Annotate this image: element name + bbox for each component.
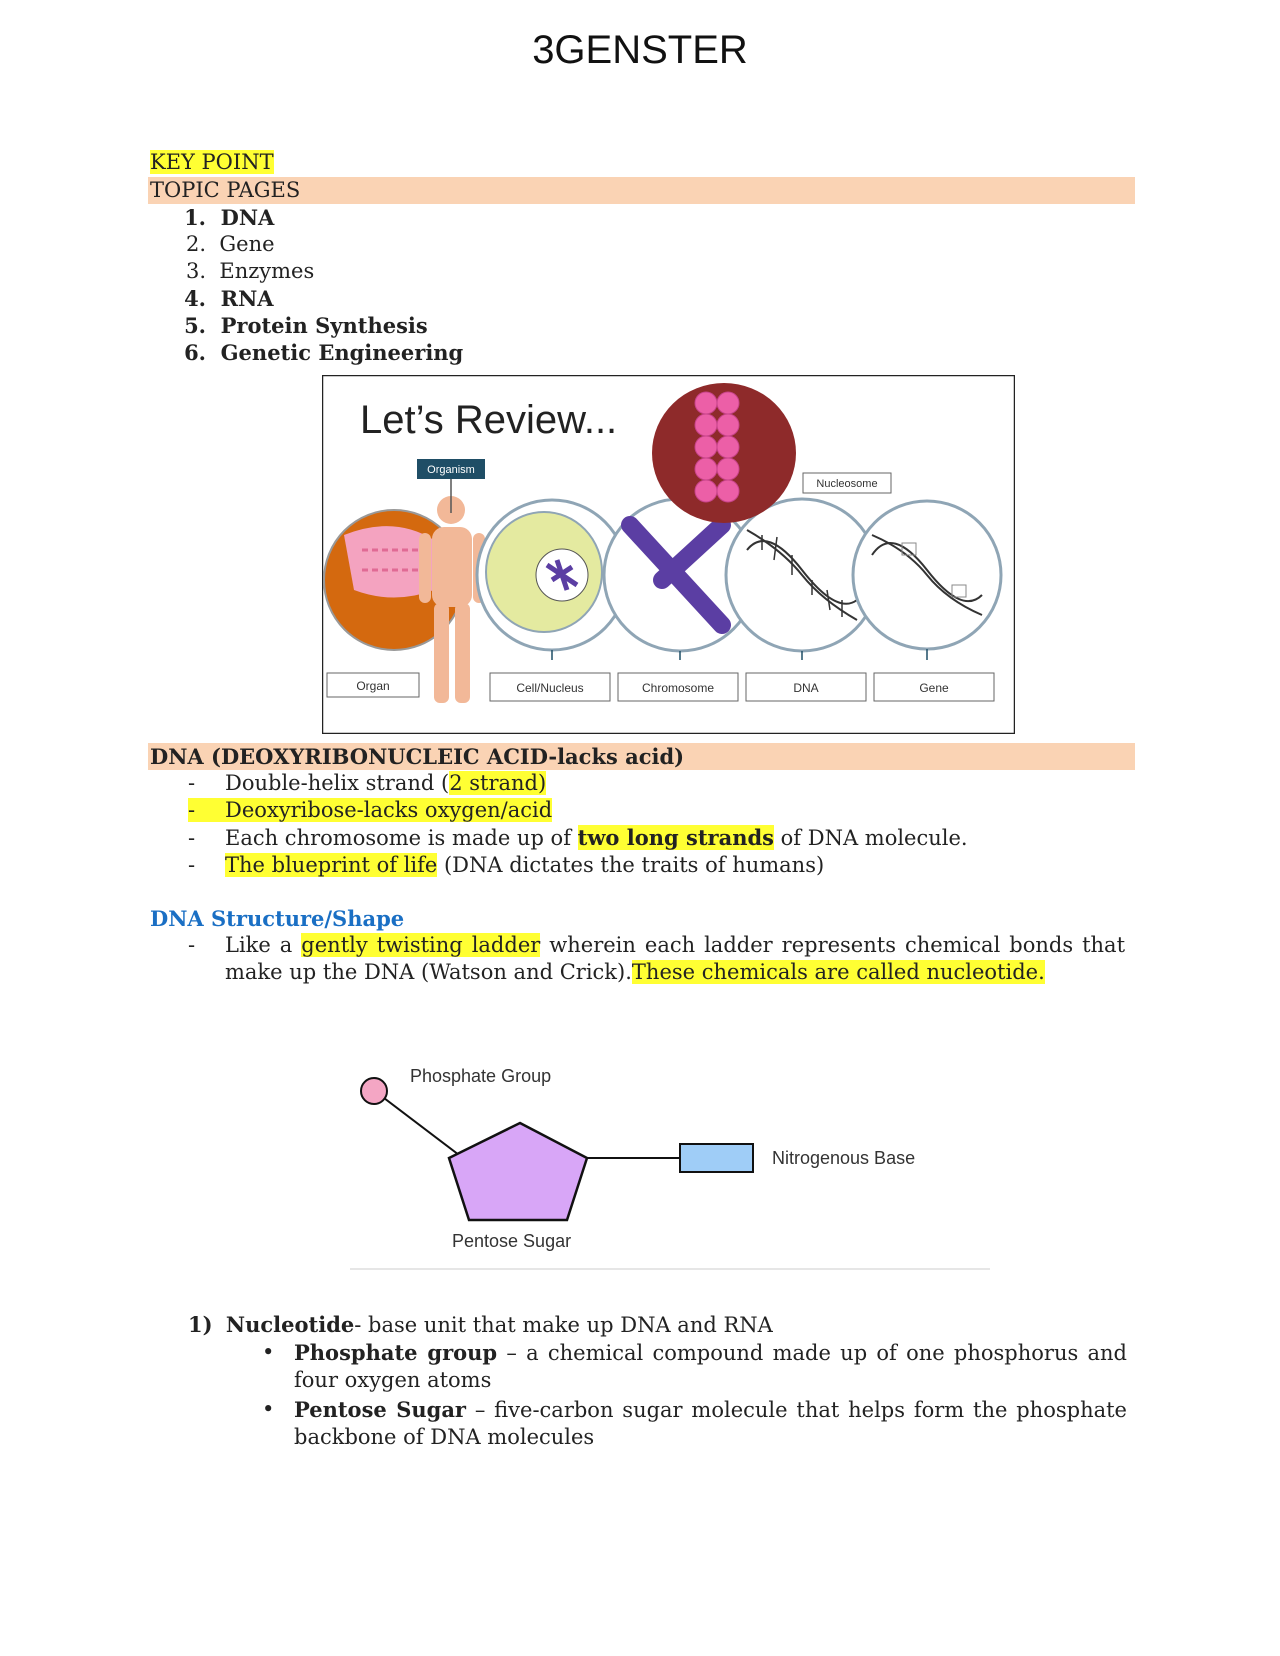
organism-label: Organism: [427, 464, 475, 476]
page-title: 3GENSTER: [532, 28, 748, 72]
chromosome-label: Chromosome: [641, 681, 715, 695]
pentose-pentagon: [449, 1123, 587, 1220]
structure-paragraph: Like a gently twisting ladder wherein each ladder represents chemical bonds that make up the DNA (Watson and Crick).These chemicals are called nucleotide.: [225, 933, 1126, 984]
topic-item: 3. Enzymes: [185, 259, 315, 283]
organ-label: Organ: [356, 679, 390, 693]
dna-section-heading: DNA (DEOXYRIBONUCLEIC ACID-lacks acid): [148, 743, 1135, 770]
topic-item: 6. Genetic Engineering: [184, 340, 464, 365]
topic-list: [170, 204, 463, 366]
structure-heading: DNA Structure/Shape: [150, 906, 405, 931]
base-label: Nitrogenous Base: [772, 1148, 916, 1168]
gene-label: Gene: [919, 681, 949, 695]
topic-item: 2. Gene: [185, 232, 275, 256]
nucleosome-circle: [652, 383, 796, 523]
topic-item: 4. RNA: [184, 286, 274, 311]
cell-label: Cell/Nucleus: [516, 681, 584, 695]
dna-bullet: - The blueprint of life (DNA dictates the traits of humans): [188, 853, 825, 877]
base-rectangle: [680, 1144, 753, 1172]
review-title: Let’s Review...: [360, 398, 618, 442]
dna-label: DNA: [793, 681, 819, 695]
nucleosome-label: Nucleosome: [816, 478, 878, 490]
sugar-label: Pentose Sugar: [452, 1231, 572, 1251]
topic-item: 5. Protein Synthesis: [184, 313, 428, 338]
phosphate-circle: [361, 1078, 387, 1104]
dna-bullet: - Each chromosome is made up of two long strands of DNA molecule.: [188, 825, 968, 850]
nucleotide-item: 1) Nucleotide- base unit that make up DNA and RNA: [188, 1312, 773, 1337]
phosphate-label: Phosphate Group: [410, 1066, 552, 1086]
dna-bullet: - Deoxyribose-lacks oxygen/acid: [188, 798, 553, 822]
nucleotide-bullet: • Phosphate group – a chemical compound made up of one phosphorus and four oxygen atoms: [262, 1340, 1127, 1392]
topic-pages-heading: TOPIC PAGES: [148, 177, 1135, 204]
structure-dash: -: [188, 933, 196, 957]
gene-circle: [853, 501, 1001, 649]
topic-item: 1. DNA: [184, 205, 275, 230]
key-point-label: KEY POINT: [150, 150, 274, 174]
dna-bullets: [188, 770, 968, 879]
review-figure: [322, 375, 1015, 734]
nucleotide-bullets: [262, 1339, 1127, 1451]
nucleotide-bullet: • Pentose Sugar – five-carbon sugar molecule that helps form the phosphate backbone of DNA molecules: [262, 1397, 1127, 1449]
nucleotide-figure: [350, 1055, 990, 1275]
dna-bullet: - Double-helix strand (2 strand): [188, 771, 547, 795]
